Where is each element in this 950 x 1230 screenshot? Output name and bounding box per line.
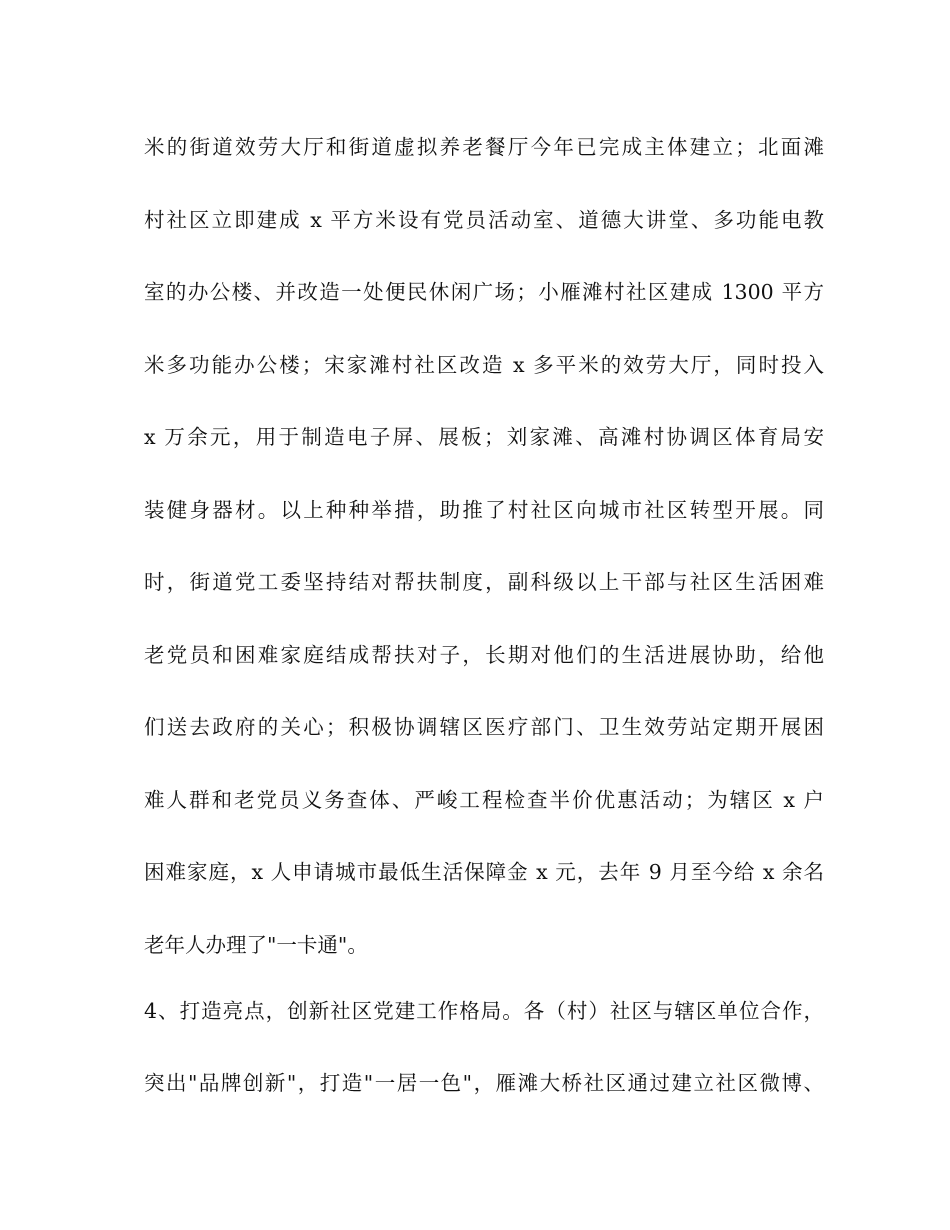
text-line: 米的街道效劳大厅和街道虚拟养老餐厅今年已完成主体建立；北面滩 bbox=[144, 135, 824, 159]
text-line: 室的办公楼、并改造一处便民休闲广场；小雁滩村社区建成 1300 平方 bbox=[144, 280, 824, 304]
text-line: 突出"品牌创新"，打造"一居一色"，雁滩大桥社区通过建立社区微博、 bbox=[144, 1071, 824, 1095]
text-line: 老党员和困难家庭结成帮扶对子，长期对他们的生活进展协助，给他 bbox=[144, 642, 824, 667]
text-line: 老年人办理了"一卡通"。 bbox=[144, 932, 368, 957]
text-line: 村社区立即建成 x 平方米设有党员活动室、道德大讲堂、多功能电教 bbox=[144, 207, 824, 232]
document-body bbox=[144, 122, 824, 1131]
text-line: x 万余元，用于制造电子屏、展板；刘家滩、高滩村协调区体育局安 bbox=[144, 425, 824, 449]
text-line: 4、打造亮点，创新社区党建工作格局。各（村）社区与辖区单位合作， bbox=[144, 998, 824, 1023]
text-line: 困难家庭，x 人申请城市最低生活保障金 x 元，去年 9 月至今给 x 余名 bbox=[144, 860, 824, 884]
text-line: 们送去政府的关心；积极协调辖区医疗部门、卫生效劳站定期开展困 bbox=[144, 715, 824, 739]
text-line: 装健身器材。以上种种举措，助推了村社区向城市社区转型开展。同 bbox=[144, 497, 824, 522]
text-line: 时，街道党工委坚持结对帮扶制度，副科级以上干部与社区生活困难 bbox=[144, 570, 824, 594]
text-line: 难人群和老党员义务查体、严峻工程检查半价优惠活动；为辖区 x 户 bbox=[144, 787, 824, 812]
text-line: 米多功能办公楼；宋家滩村社区改造 x 多平米的效劳大厅，同时投入 bbox=[144, 352, 824, 377]
